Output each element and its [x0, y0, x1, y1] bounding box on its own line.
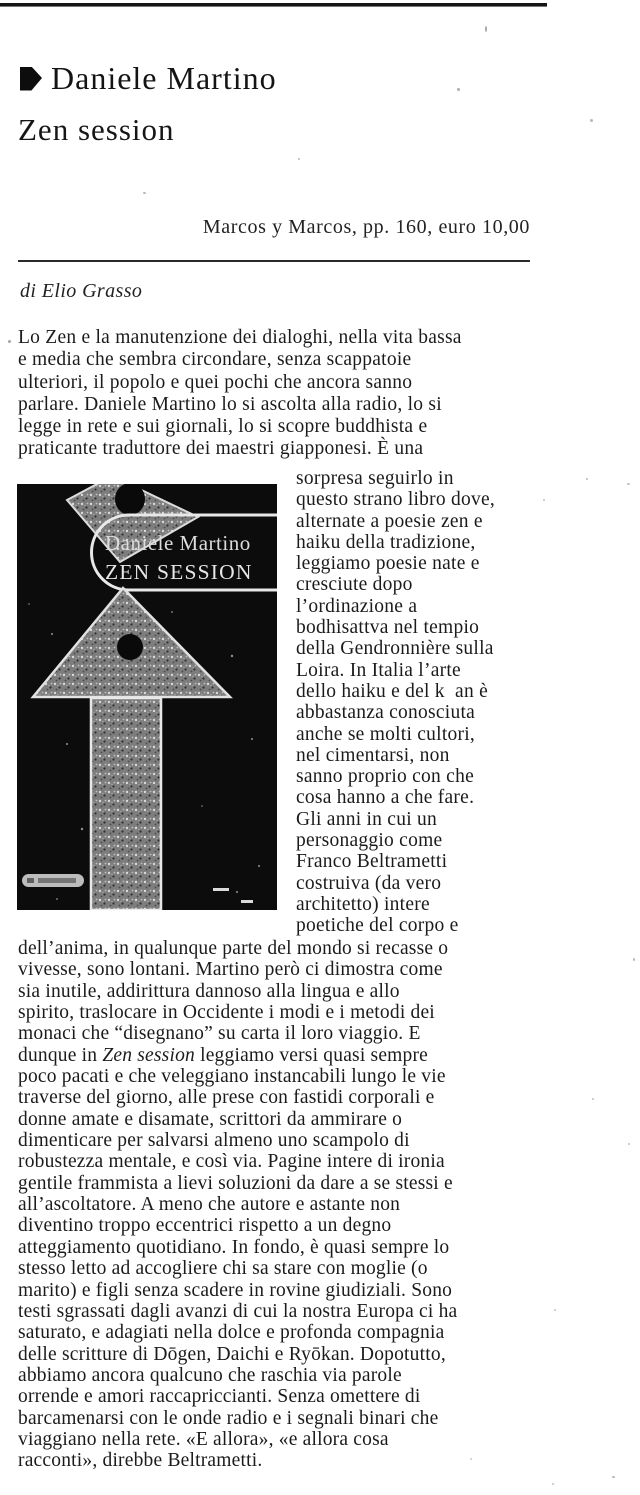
- text-line: personaggio come: [296, 830, 443, 852]
- text-line: praticante traduttore dei maestri giapponesi. È una: [18, 438, 424, 460]
- publisher-info: Marcos y Marcos, pp. 160, euro 10,00: [202, 216, 530, 238]
- text-line: alternate a poesie zen e: [296, 510, 483, 532]
- text-line: donne amate e disamate, scrittori da ammirare o: [18, 1108, 403, 1130]
- text-line: Franco Beltrametti: [296, 851, 448, 873]
- text-line: saturato, e adagiati nella dolce e profonda compagnia: [18, 1322, 445, 1344]
- header-divider-rule: [18, 260, 530, 262]
- text-line: vivesse, sono lontani. Martino però ci dimostra come: [18, 959, 443, 981]
- text-line: sia inutile, addirittura dannoso alla lingua e allo: [18, 980, 400, 1002]
- text-line: legge in rete e sui giornali, lo si scopre buddhista e: [18, 416, 428, 438]
- text-line: Gli anni in cui un: [296, 808, 437, 830]
- text-line: dimenticare per salvarsi almeno uno scampolo di: [18, 1130, 410, 1152]
- text-line: gentile frammista a lievi soluzioni da dare a se stessi e: [18, 1172, 453, 1194]
- text-line: delle scritture di Dōgen, Daichi e Ryōkan. Dopotutto,: [18, 1343, 446, 1365]
- text-line: spirito, traslocare in Occidente i modi e i metodi dei: [18, 1002, 435, 1024]
- text-line: dell’anima, in qualunque parte del mondo si recasse o: [18, 938, 449, 959]
- text-line: Lo Zen e la manutenzione dei dialoghi, nella vita bassa: [18, 327, 462, 348]
- text-line: testi sgrassati dagli avanzi di cui la nostra Europa ci ha: [18, 1300, 458, 1322]
- text-line: poetiche del corpo e: [296, 915, 459, 937]
- pentagon-bullet-icon: [20, 67, 42, 91]
- reviewed-book-title: Zen session: [18, 112, 175, 147]
- text-line: traverse del giorno, alle prese con fastidi corporali e: [18, 1087, 435, 1109]
- text-line: l’ordinazione a: [296, 595, 418, 617]
- scan-mark: [213, 888, 229, 891]
- text-line: orrende e amori raccapriccianti. Senza omettere di: [18, 1386, 421, 1408]
- text-line: costruiva (da vero: [296, 872, 442, 894]
- text-line: all’ascoltatore. A meno che autore e astante non: [18, 1194, 401, 1216]
- text-line: sorpresa seguirlo in: [296, 468, 454, 489]
- text-line: haiku della tradizione,: [296, 531, 476, 553]
- scan-mark: [241, 900, 253, 903]
- reviewer-byline: di Elio Grasso: [20, 280, 143, 302]
- text-line: leggiamo poesie nate e: [296, 553, 480, 575]
- reviewed-author: Daniele Martino: [51, 60, 277, 96]
- text-line: sanno proprio con che: [296, 766, 474, 788]
- text-line: questo strano libro dove,: [296, 489, 496, 511]
- review-heading: [20, 60, 277, 97]
- bottom-paragraph: [18, 938, 563, 1472]
- cover-title-text: ZEN SESSION: [105, 560, 253, 584]
- text-line: della Gendronnière sulla: [296, 638, 494, 660]
- cover-stem-shape: [91, 698, 161, 910]
- text-line: architetto) intere: [296, 893, 430, 915]
- text-line: bodhisattva nel tempio: [296, 617, 480, 639]
- text-line: Loira. In Italia l’arte: [296, 659, 461, 681]
- text-line: racconti», direbbe Beltrametti.: [18, 1450, 263, 1472]
- book-cover-image: [17, 484, 277, 910]
- text-line: marito) e figli senza scadere in rovine giudiziali. Sono: [18, 1279, 453, 1301]
- text-line: monaci che “disegnano” su carta il loro viaggio. E: [18, 1023, 421, 1045]
- text-line: viaggiano nella rete. «E allora», «e allora cosa: [18, 1428, 389, 1450]
- diamond-hole: [115, 484, 145, 515]
- text-line: stesso letto ad accogliere chi sa stare con moglie (o: [18, 1258, 428, 1280]
- text-line: robustezza mentale, e così via. Pagine intere di ironia: [18, 1151, 445, 1173]
- text-line: e media che sembra circondare, senza scappatoie: [18, 349, 412, 371]
- text-line: cosa hanno a che fare.: [296, 787, 475, 809]
- text-line: dello haiku e del k an è: [296, 680, 488, 702]
- text-line: parlare. Daniele Martino lo si ascolta alla radio, lo si: [18, 393, 442, 415]
- text-line: poco pacati e che veleggiano instancabili lungo le vie: [18, 1066, 446, 1088]
- text-line: barcamenarsi con le onde radio e i segnali binari che: [18, 1407, 439, 1429]
- cover-author-text: Daniele Martino: [105, 531, 251, 555]
- text-line: abbastanza conosciuta: [296, 702, 476, 724]
- page-top-rule: [0, 3, 547, 6]
- text-line: ulteriori, il popolo e quei pochi che ancora sanno: [18, 371, 413, 393]
- column-paragraph: [296, 468, 546, 937]
- text-line: anche se molti cultori,: [296, 723, 476, 745]
- triangle-hole: [117, 634, 143, 660]
- text-line: atteggiamento quotidiano. In fondo, è quasi sempre lo: [18, 1236, 450, 1258]
- text-line: diventino troppo eccentrici rispetto a un degno: [18, 1215, 392, 1237]
- publisher-logo: [22, 874, 84, 887]
- text-line: abbiamo ancora qualcuno che raschia via parole: [18, 1364, 402, 1386]
- text-line: cresciute dopo: [296, 574, 413, 596]
- text-line: nel cimentarsi, non: [296, 744, 450, 766]
- intro-paragraph: [18, 327, 558, 461]
- text-line: dunque in Zen session leggiamo versi quasi sempre: [18, 1044, 429, 1066]
- book-cover-art: [17, 484, 277, 910]
